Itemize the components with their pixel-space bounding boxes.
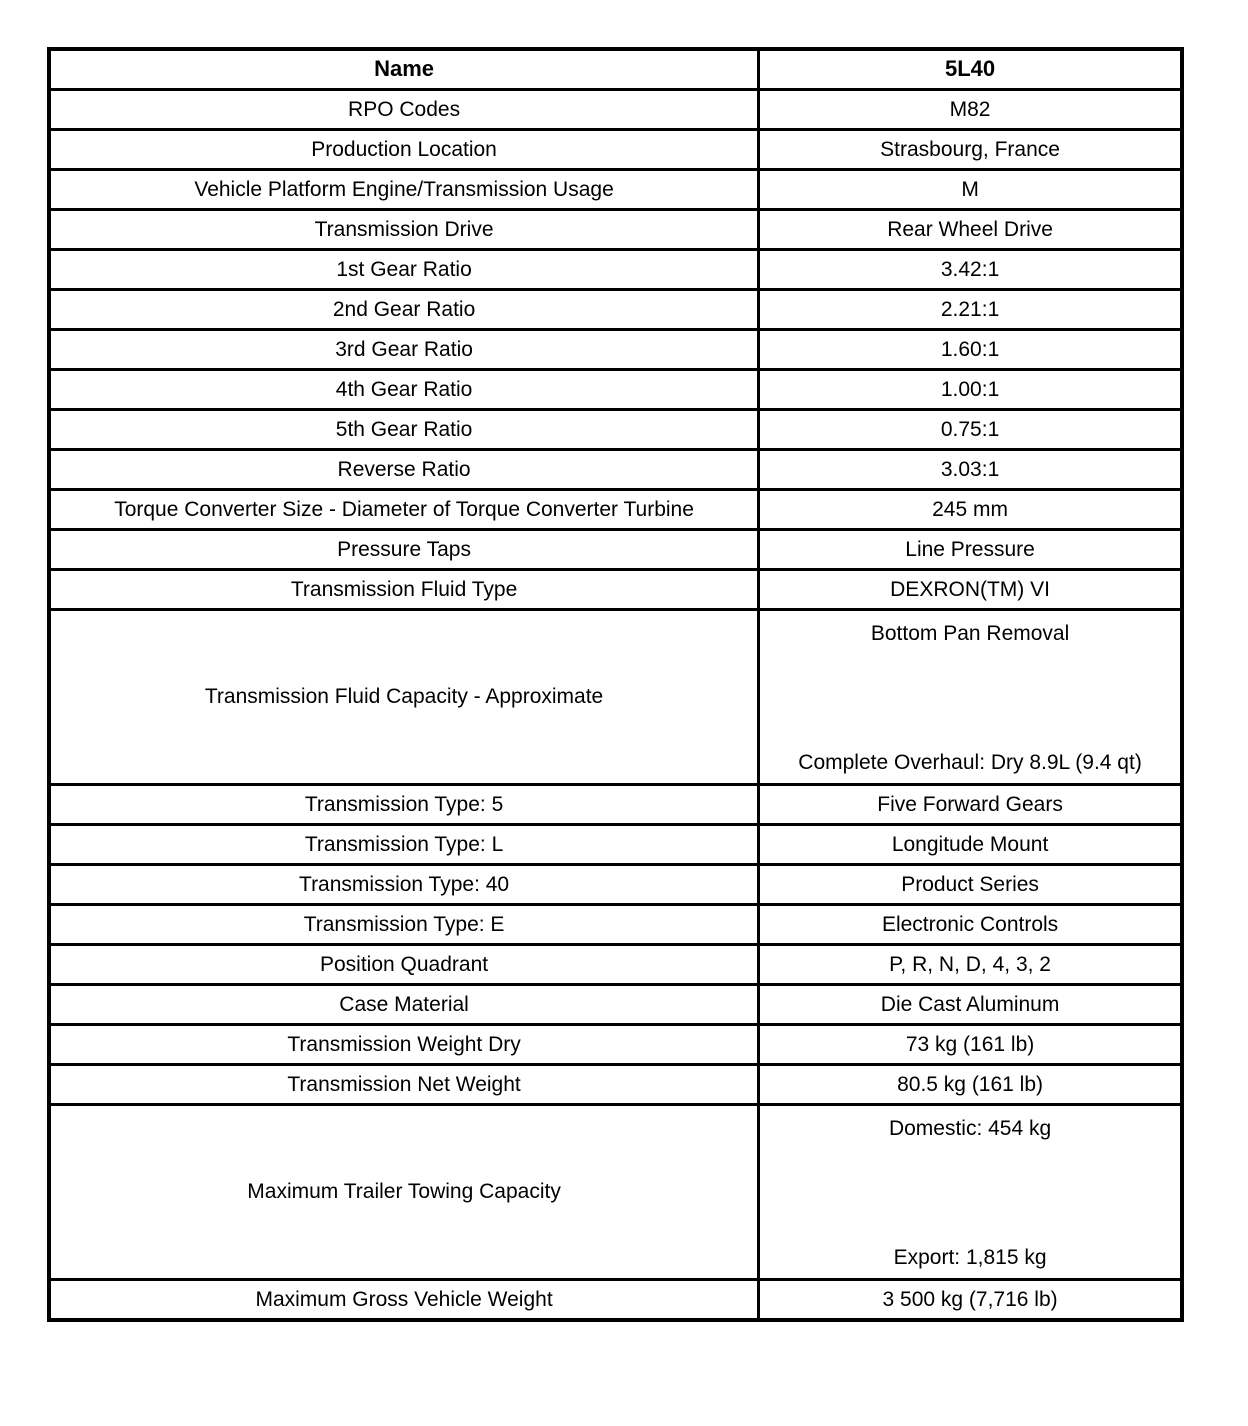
- spec-label-cell: Transmission Weight Dry: [49, 1025, 759, 1065]
- spec-value-cell: P, R, N, D, 4, 3, 2: [759, 945, 1182, 985]
- spec-label-cell: Maximum Trailer Towing Capacity: [49, 1105, 759, 1280]
- spec-value-cell: Strasbourg, France: [759, 130, 1182, 170]
- table-row: [49, 370, 1182, 410]
- spec-value-cell: [759, 1105, 1182, 1280]
- spec-label-cell: Case Material: [49, 985, 759, 1025]
- spec-value-top: Bottom Pan Removal: [870, 622, 1070, 645]
- spec-label-cell: Pressure Taps: [49, 530, 759, 570]
- spec-value-cell: 3.03:1: [759, 450, 1182, 490]
- spec-value-cell: 73 kg (161 lb): [759, 1025, 1182, 1065]
- spec-value-bottom: Complete Overhaul: Dry 8.9L (9.4 qt): [798, 750, 1142, 774]
- spec-value-cell: 245 mm: [759, 490, 1182, 530]
- spec-value-cell: 1.00:1: [759, 370, 1182, 410]
- multi-line-value: [762, 1108, 1178, 1276]
- table-header-row: [49, 49, 1182, 90]
- spec-label-cell: Transmission Type: E: [49, 905, 759, 945]
- spec-label-cell: Position Quadrant: [49, 945, 759, 985]
- table-row: [49, 490, 1182, 530]
- spec-label-cell: Transmission Fluid Type: [49, 570, 759, 610]
- spec-label-cell: Transmission Type: 5: [49, 785, 759, 825]
- spec-label-cell: 1st Gear Ratio: [49, 250, 759, 290]
- table-row: [49, 450, 1182, 490]
- table-row: [49, 1025, 1182, 1065]
- table-row: [49, 945, 1182, 985]
- spec-value-top: Domestic: 454 kg: [888, 1117, 1052, 1140]
- spec-value-cell: DEXRON(TM) VI: [759, 570, 1182, 610]
- table-row: [49, 250, 1182, 290]
- spec-label-cell: Maximum Gross Vehicle Weight: [49, 1280, 759, 1321]
- spec-label-cell: Torque Converter Size - Diameter of Torque Converter Turbine: [49, 490, 759, 530]
- spec-value-cell: 80.5 kg (161 lb): [759, 1065, 1182, 1105]
- multi-line-value: [762, 613, 1178, 781]
- table-row: [49, 90, 1182, 130]
- table-row: [49, 1065, 1182, 1105]
- spec-table-body: [49, 49, 1182, 1320]
- spec-label-cell: 2nd Gear Ratio: [49, 290, 759, 330]
- spec-label-cell: Transmission Fluid Capacity - Approximate: [49, 610, 759, 785]
- table-row: [49, 170, 1182, 210]
- spec-label-cell: Transmission Type: L: [49, 825, 759, 865]
- spec-label-cell: Reverse Ratio: [49, 450, 759, 490]
- spec-label-cell: Transmission Net Weight: [49, 1065, 759, 1105]
- spec-value-cell: Line Pressure: [759, 530, 1182, 570]
- spec-label-cell: RPO Codes: [49, 90, 759, 130]
- spec-label-cell: Production Location: [49, 130, 759, 170]
- spec-value-cell: Die Cast Aluminum: [759, 985, 1182, 1025]
- transmission-spec-table: [47, 47, 1184, 1322]
- table-row: [49, 130, 1182, 170]
- spec-label-cell: Vehicle Platform Engine/Transmission Usage: [49, 170, 759, 210]
- table-row: [49, 785, 1182, 825]
- spec-value-cell: 3.42:1: [759, 250, 1182, 290]
- table-row: [49, 610, 1182, 785]
- spec-label-cell: Transmission Type: 40: [49, 865, 759, 905]
- spec-value-cell: 0.75:1: [759, 410, 1182, 450]
- table-row: [49, 865, 1182, 905]
- spec-value-cell: Longitude Mount: [759, 825, 1182, 865]
- table-row: [49, 825, 1182, 865]
- table-row: [49, 410, 1182, 450]
- spec-label-cell: 4th Gear Ratio: [49, 370, 759, 410]
- header-label-cell: Name: [49, 49, 759, 90]
- spec-value-cell: 1.60:1: [759, 330, 1182, 370]
- header-value-cell: 5L40: [759, 49, 1182, 90]
- table-row: [49, 905, 1182, 945]
- table-row: [49, 1105, 1182, 1280]
- spec-value-cell: [759, 610, 1182, 785]
- spec-value-cell: 2.21:1: [759, 290, 1182, 330]
- table-row: [49, 570, 1182, 610]
- table-row: [49, 290, 1182, 330]
- table-row: [49, 530, 1182, 570]
- spec-value-cell: Product Series: [759, 865, 1182, 905]
- spec-value-cell: Rear Wheel Drive: [759, 210, 1182, 250]
- spec-value-cell: Five Forward Gears: [759, 785, 1182, 825]
- spec-value-cell: 3 500 kg (7,716 lb): [759, 1280, 1182, 1321]
- spec-label-cell: 3rd Gear Ratio: [49, 330, 759, 370]
- spec-value-cell: Electronic Controls: [759, 905, 1182, 945]
- table-row: [49, 210, 1182, 250]
- spec-value-bottom: Export: 1,815 kg: [893, 1245, 1047, 1269]
- table-row: [49, 1280, 1182, 1321]
- table-row: [49, 985, 1182, 1025]
- spec-label-cell: 5th Gear Ratio: [49, 410, 759, 450]
- spec-value-cell: M82: [759, 90, 1182, 130]
- spec-label-cell: Transmission Drive: [49, 210, 759, 250]
- table-row: [49, 330, 1182, 370]
- spec-value-cell: M: [759, 170, 1182, 210]
